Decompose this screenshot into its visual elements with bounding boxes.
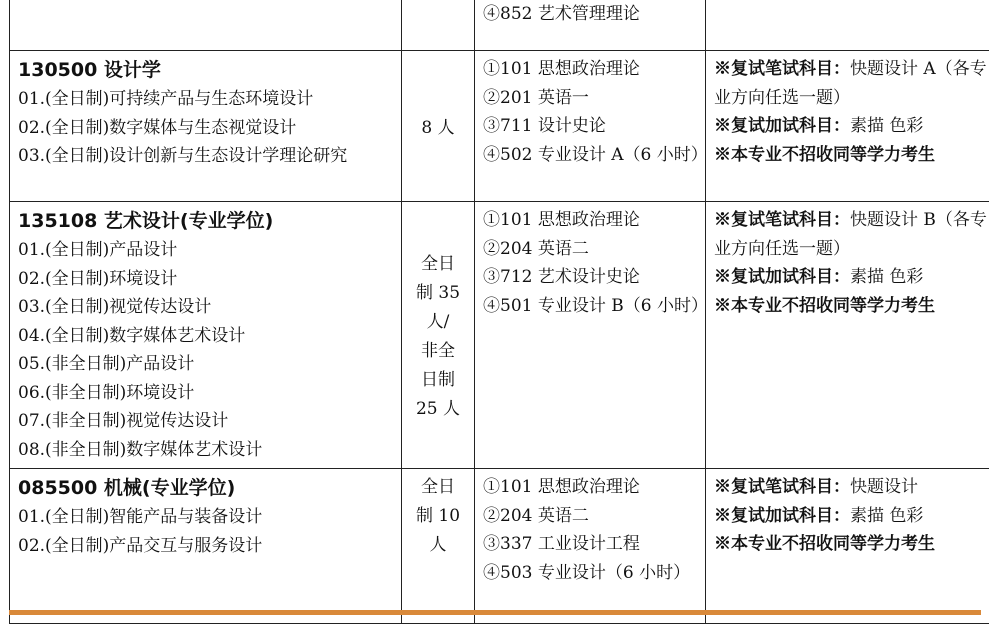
note-label: ※复试笔试科目：	[714, 59, 850, 79]
note-item	[714, 473, 989, 502]
note-label: ※复试笔试科目：	[714, 210, 850, 230]
quota-text: 25 人	[402, 395, 474, 424]
quota-text: 8 人	[402, 114, 474, 143]
notes-cell	[706, 0, 989, 51]
direction-item: 03.(全日制)视觉传达设计	[18, 293, 401, 322]
admissions-table	[9, 0, 989, 624]
quota-cell	[402, 469, 475, 624]
subject-item: ④502 专业设计 A（6 小时）	[483, 141, 705, 170]
quota-text: 人	[402, 531, 474, 560]
note-label: ※复试加试科目：	[714, 506, 850, 526]
footer-divider	[9, 610, 981, 615]
note-text: 快题设计 A（各专业方向任选一题）	[714, 59, 987, 108]
major-cell	[10, 202, 402, 469]
direction-item: 02.(全日制)数字媒体与生态视觉设计	[18, 114, 401, 143]
direction-item: 04.(全日制)数字媒体艺术设计	[18, 322, 401, 351]
note-label: ※复试加试科目：	[714, 116, 850, 136]
table-row	[10, 0, 989, 51]
quota-cell	[402, 202, 475, 469]
subject-item: ②201 英语一	[483, 84, 705, 113]
subject-item: ③712 艺术设计史论	[483, 263, 705, 292]
note-item	[714, 502, 989, 531]
quota-cell	[402, 51, 475, 202]
table-row	[10, 469, 989, 624]
note-item: ※本专业不招收同等学力考生	[714, 292, 989, 321]
quota-text: 人/	[402, 308, 474, 337]
major-cell	[10, 469, 402, 624]
direction-item: 01.(全日制)可持续产品与生态环境设计	[18, 85, 401, 114]
note-item	[714, 206, 989, 263]
note-label: ※复试笔试科目：	[714, 477, 850, 497]
direction-item: 08.(非全日制)数字媒体艺术设计	[18, 436, 401, 465]
note-text: 素描 色彩	[850, 267, 923, 287]
notes-cell	[706, 202, 989, 469]
quota-text: 日制	[402, 366, 474, 395]
subject-item: ④501 专业设计 B（6 小时）	[483, 292, 705, 321]
subject-item: ④852 艺术管理理论	[483, 0, 705, 29]
note-item: ※本专业不招收同等学力考生	[714, 530, 989, 559]
table-row	[10, 51, 989, 202]
notes-cell	[706, 469, 989, 624]
direction-item: 01.(全日制)产品设计	[18, 236, 401, 265]
note-item	[714, 263, 989, 292]
direction-item: 06.(非全日制)环境设计	[18, 379, 401, 408]
note-text: 快题设计	[850, 477, 918, 497]
note-item: ※本专业不招收同等学力考生	[714, 141, 989, 170]
major-title: 135108 艺术设计(专业学位)	[18, 206, 401, 236]
quota-text: 全日	[402, 250, 474, 279]
subject-item: ③711 设计史论	[483, 112, 705, 141]
note-text: 快题设计 B（各专业方向任选一题）	[714, 210, 987, 259]
direction-item: 02.(全日制)产品交互与服务设计	[18, 532, 401, 561]
subject-item: ③337 工业设计工程	[483, 530, 705, 559]
subject-item: ④503 专业设计（6 小时）	[483, 559, 705, 588]
major-cell	[10, 51, 402, 202]
direction-item: 03.(全日制)设计创新与生态设计学理论研究	[18, 142, 401, 171]
subject-item: ①101 思想政治理论	[483, 55, 705, 84]
table-row	[10, 202, 989, 469]
direction-item: 07.(非全日制)视觉传达设计	[18, 407, 401, 436]
major-title: 130500 设计学	[18, 55, 401, 85]
direction-item: 05.(非全日制)产品设计	[18, 350, 401, 379]
subject-item: ②204 英语二	[483, 235, 705, 264]
quota-text: 非全	[402, 337, 474, 366]
subject-item: ②204 英语二	[483, 502, 705, 531]
subjects-cell	[475, 51, 706, 202]
direction-item: 02.(全日制)环境设计	[18, 265, 401, 294]
subject-item: ①101 思想政治理论	[483, 206, 705, 235]
quota-cell	[402, 0, 475, 51]
direction-item: 01.(全日制)智能产品与装备设计	[18, 503, 401, 532]
subjects-cell	[475, 202, 706, 469]
quota-text: 制 10	[402, 502, 474, 531]
subjects-cell	[475, 0, 706, 51]
quota-text: 全日	[402, 473, 474, 502]
major-title: 085500 机械(专业学位)	[18, 473, 401, 503]
major-cell	[10, 0, 402, 51]
subjects-cell	[475, 469, 706, 624]
note-item	[714, 55, 989, 112]
notes-cell	[706, 51, 989, 202]
note-label: ※复试加试科目：	[714, 267, 850, 287]
quota-text: 制 35	[402, 279, 474, 308]
note-text: 素描 色彩	[850, 116, 923, 136]
note-text: 素描 色彩	[850, 506, 923, 526]
subject-item: ①101 思想政治理论	[483, 473, 705, 502]
note-item	[714, 112, 989, 141]
